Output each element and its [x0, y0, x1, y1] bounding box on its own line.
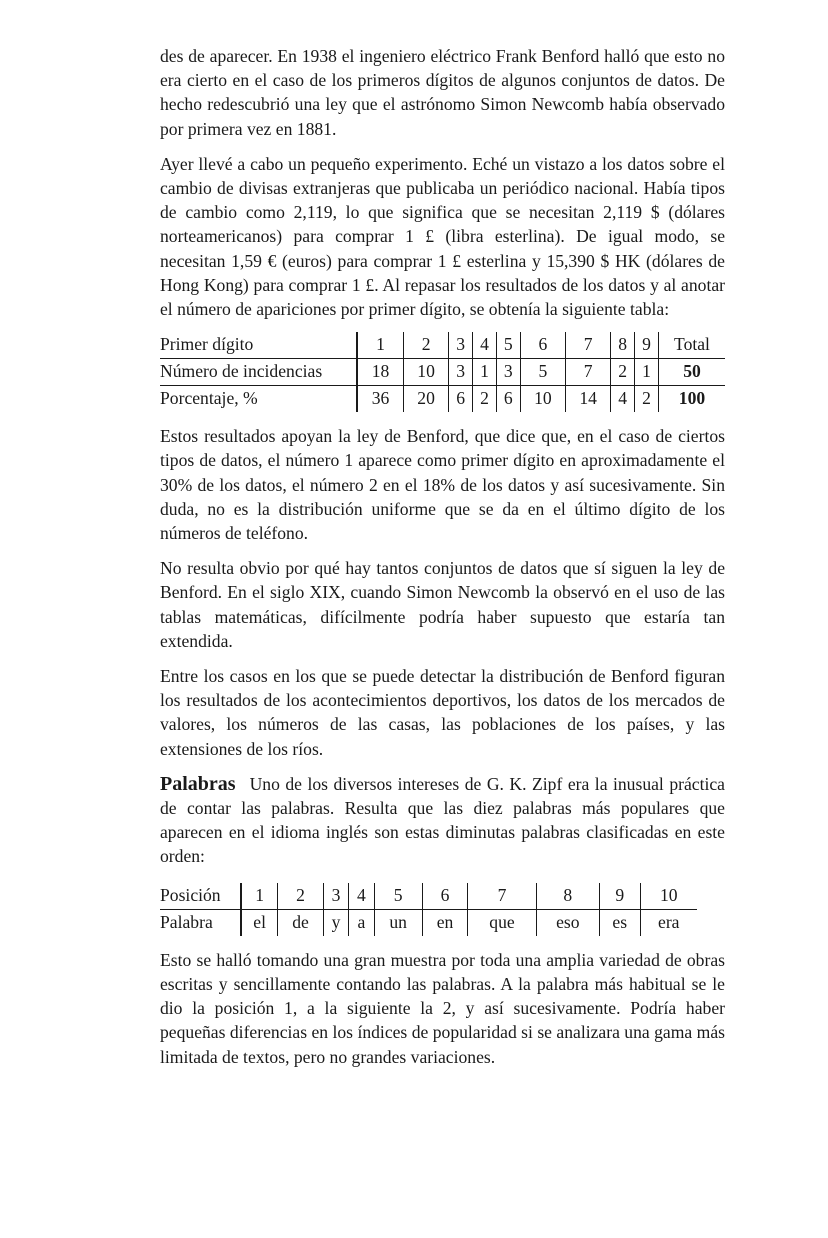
word-cell: de: [278, 909, 324, 936]
percent-cell: 2: [473, 386, 497, 413]
row-label: Palabra: [160, 911, 213, 932]
position-cell: 8: [536, 883, 599, 910]
row-label: Primer dígito: [160, 332, 357, 359]
digit-cell: 8: [611, 332, 635, 359]
digit-cell: 1: [357, 332, 403, 359]
percent-cell: 36: [357, 386, 403, 413]
percent-total: 100: [659, 386, 726, 413]
row-label: Número de incidencias: [160, 359, 357, 386]
word-cell: un: [374, 909, 422, 936]
table-row: [160, 883, 697, 910]
percent-cell: 4: [611, 386, 635, 413]
digit-cell: 2: [403, 332, 448, 359]
word-cell: que: [468, 909, 536, 936]
digit-cell: 7: [566, 332, 611, 359]
word-cell: el: [241, 909, 278, 936]
position-cell: 2: [278, 883, 324, 910]
count-cell: 18: [357, 359, 403, 386]
count-cell: 7: [566, 359, 611, 386]
total-header: Total: [659, 332, 726, 359]
percent-cell: 6: [449, 386, 473, 413]
percent-cell: 2: [635, 386, 659, 413]
page-body: [160, 44, 725, 1080]
paragraph-why: No resulta obvio por qué hay tantos conjuntos de datos que sí siguen la ley de Benford. En el siglo XIX, cuando Simon Newcomb la observó en el uso de las tablas matemáticas, difícilmente podría haber supuesto que estaría tan extendida.: [160, 558, 725, 651]
paragraph-words: [160, 772, 725, 869]
paragraph-words-text: Uno de los diversos intereses de G. K. Zipf era la inusual práctica de contar las palabras. Resulta que las diez palabras más populares que aparecen en el idioma inglés son estas diminutas palabras clasificadas en este orden:: [160, 773, 725, 867]
percent-cell: 6: [496, 386, 520, 413]
table-row: [160, 332, 725, 359]
count-cell: 2: [611, 359, 635, 386]
count-cell: 3: [449, 359, 473, 386]
count-cell: 3: [496, 359, 520, 386]
row-label: Porcentaje, %: [160, 388, 258, 409]
paragraph-intro: des de aparecer. En 1938 el ingeniero eléctrico Frank Benford halló que esto no era cierto en el caso de los primeros dígitos de algunos conjuntos de datos. De hecho redescubrió una ley que el astrónomo Simon Newcomb había observado por primera vez en 1881.: [160, 46, 725, 139]
word-cell: es: [599, 909, 640, 936]
row-label: Posición: [160, 883, 241, 910]
paragraph-benford-law: Estos resultados apoyan la ley de Benford, que dice que, en el caso de ciertos tipos de datos, el número 1 aparece como primer dígito en aproximadamente el 30% de los datos, el número 2 en el 18% de los datos y así sucesivamente. Sin duda, no es la distribución uniforme que se da en el último dígito de los números de teléfono.: [160, 426, 725, 544]
position-cell: 1: [241, 883, 278, 910]
position-cell: 9: [599, 883, 640, 910]
paragraph-experiment: Ayer llevé a cabo un pequeño experimento. Eché un vistazo a los datos sobre el cambio de divisas extranjeras que publicaba un periódico nacional. Había tipos de cambio como 2,119, lo que significa que se necesitan 2,119 $ (dólares norteamericanos) para comprar 1 £ (libra esterlina). De igual modo, se necesitan 1,59 € (euros) para comprar 1 £ esterlina y 15,390 $ HK (dólares de Hong Kong) para comprar 1 £. Al repasar los resultados de los datos y al anotar el número de apariciones por primer dígito, se obtenía la siguiente tabla:: [160, 153, 725, 320]
digit-cell: 5: [496, 332, 520, 359]
position-cell: 7: [468, 883, 536, 910]
benford-table: [160, 332, 725, 412]
table-row: [160, 359, 725, 386]
count-total: 50: [659, 359, 726, 386]
percent-cell: 20: [403, 386, 448, 413]
word-cell: eso: [536, 909, 599, 936]
zipf-table: [160, 883, 697, 936]
digit-cell: 6: [520, 332, 565, 359]
count-cell: 5: [520, 359, 565, 386]
position-cell: 4: [349, 883, 374, 910]
count-cell: 1: [473, 359, 497, 386]
section-heading: Palabras: [160, 772, 236, 795]
digit-cell: 4: [473, 332, 497, 359]
percent-cell: 14: [566, 386, 611, 413]
position-cell: 3: [323, 883, 348, 910]
digit-cell: 9: [635, 332, 659, 359]
paragraph-cases: Entre los casos en los que se puede detectar la distribución de Benford figuran los resultados de los acontecimientos deportivos, los datos de los mercados de valores, los números de las casas, las poblaciones de los países, y las extensiones de los ríos.: [160, 666, 725, 759]
position-cell: 6: [422, 883, 468, 910]
count-cell: 1: [635, 359, 659, 386]
word-cell: a: [349, 909, 374, 936]
word-cell: y: [323, 909, 348, 936]
table-row: [160, 909, 697, 936]
percent-cell: 10: [520, 386, 565, 413]
position-cell: 5: [374, 883, 422, 910]
table-row: [160, 386, 725, 413]
digit-cell: 3: [449, 332, 473, 359]
word-cell: en: [422, 909, 468, 936]
count-cell: 10: [403, 359, 448, 386]
position-cell: 10: [640, 883, 697, 910]
word-cell: era: [640, 909, 697, 936]
paragraph-method: Esto se halló tomando una gran muestra por toda una amplia variedad de obras escritas y sencillamente contando las palabras. A la palabra más habitual se le dio la posición 1, a la siguiente la 2, y así sucesivamente. Podría haber pequeñas diferencias en los índices de popularidad si se analizara una gama más limitada de textos, pero no grandes variaciones.: [160, 949, 725, 1067]
